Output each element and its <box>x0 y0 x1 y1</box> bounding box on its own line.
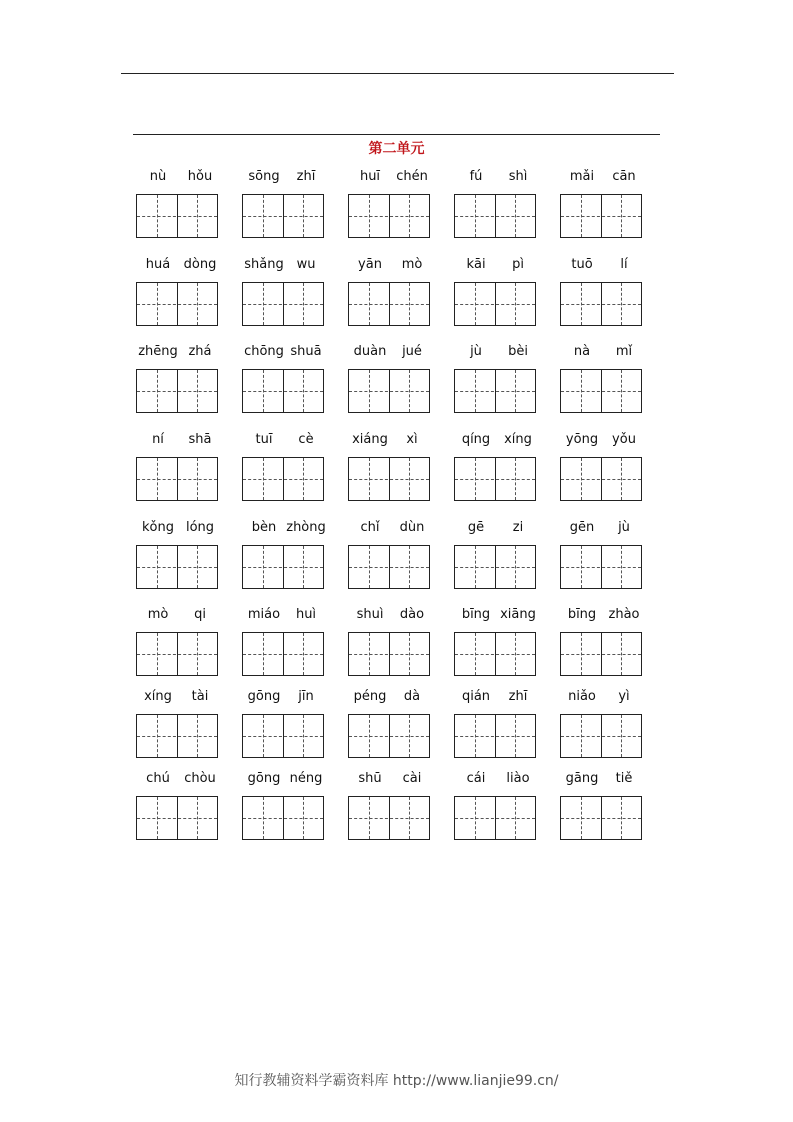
pinyin-syllable: shū <box>358 771 382 786</box>
pinyin-syllable: yōng <box>565 432 599 447</box>
pinyin-syllable: miáo <box>247 607 281 622</box>
unit-title: 第二单元 <box>368 141 425 157</box>
grid-guide-line <box>561 304 641 305</box>
grid-guide-line <box>455 216 535 217</box>
grid-guide-line <box>243 736 323 737</box>
pinyin-syllable: péng <box>353 689 387 704</box>
pinyin-syllable: shuā <box>290 344 322 359</box>
pinyin-label <box>558 168 648 186</box>
pinyin-syllable: yān <box>358 257 382 272</box>
pinyin-label <box>134 770 224 788</box>
pinyin-syllable: dùn <box>399 520 425 535</box>
grid-guide-line <box>455 818 535 819</box>
pinyin-label <box>134 519 224 537</box>
writing-box[interactable] <box>242 194 324 238</box>
grid-guide-line <box>243 391 323 392</box>
pinyin-syllable: zhá <box>188 344 212 359</box>
pinyin-label <box>134 343 224 361</box>
grid-guide-line <box>349 391 429 392</box>
pinyin-syllable: xì <box>406 432 418 447</box>
pinyin-syllable: chén <box>396 169 428 184</box>
pinyin-label <box>558 770 648 788</box>
pinyin-syllable: xíng <box>144 689 172 704</box>
pinyin-syllable: pì <box>512 257 524 272</box>
writing-box[interactable] <box>242 796 324 840</box>
grid-guide-line <box>561 567 641 568</box>
pinyin-syllable: nà <box>573 344 591 359</box>
pinyin-syllable: qi <box>194 607 206 622</box>
writing-box[interactable] <box>348 796 430 840</box>
pinyin-label <box>240 770 330 788</box>
pinyin-syllable: mǎi <box>569 169 595 184</box>
pinyin-label <box>240 519 330 537</box>
pinyin-syllable: zhī <box>508 689 528 704</box>
pinyin-label <box>240 256 330 274</box>
pinyin-label <box>452 431 542 449</box>
grid-guide-line <box>243 479 323 480</box>
writing-box[interactable] <box>560 457 642 501</box>
pinyin-syllable: bīng <box>567 607 597 622</box>
writing-box[interactable] <box>348 545 430 589</box>
pinyin-label <box>240 431 330 449</box>
grid-guide-line <box>243 304 323 305</box>
grid-guide-line <box>561 391 641 392</box>
grid-guide-line <box>455 567 535 568</box>
grid-guide-line <box>243 654 323 655</box>
writing-box[interactable] <box>242 545 324 589</box>
pinyin-syllable: néng <box>289 771 323 786</box>
writing-box[interactable] <box>348 194 430 238</box>
pinyin-syllable: zhī <box>296 169 316 184</box>
pinyin-syllable: cān <box>612 169 636 184</box>
writing-box[interactable] <box>560 796 642 840</box>
pinyin-syllable: zi <box>512 520 524 535</box>
grid-guide-line <box>137 479 217 480</box>
pinyin-syllable: qián <box>461 689 491 704</box>
pinyin-syllable: xiāng <box>500 607 536 622</box>
writing-box[interactable] <box>348 714 430 758</box>
pinyin-syllable: shì <box>508 169 528 184</box>
pinyin-label <box>558 688 648 706</box>
footer-watermark: 知行教辅资料学霸资料库 http://www.lianjie99.cn/ <box>234 1073 559 1089</box>
pinyin-syllable: gāng <box>565 771 599 786</box>
pinyin-syllable: xiáng <box>352 432 388 447</box>
pinyin-syllable: duàn <box>353 344 387 359</box>
pinyin-label <box>134 688 224 706</box>
writing-box[interactable] <box>136 714 218 758</box>
pinyin-syllable: hǒu <box>187 169 213 184</box>
pinyin-label <box>452 256 542 274</box>
grid-guide-line <box>349 736 429 737</box>
pinyin-syllable: mǐ <box>615 344 633 359</box>
writing-box[interactable] <box>454 632 536 676</box>
writing-box[interactable] <box>136 369 218 413</box>
writing-box[interactable] <box>136 457 218 501</box>
writing-box[interactable] <box>560 545 642 589</box>
grid-guide-line <box>349 304 429 305</box>
pinyin-syllable: dòng <box>183 257 217 272</box>
pinyin-syllable: gēn <box>569 520 595 535</box>
pinyin-label <box>346 770 436 788</box>
pinyin-label <box>452 343 542 361</box>
pinyin-label <box>346 606 436 624</box>
pinyin-syllable: liào <box>506 771 530 786</box>
pinyin-label <box>558 256 648 274</box>
writing-box[interactable] <box>136 282 218 326</box>
pinyin-label <box>240 688 330 706</box>
pinyin-syllable: bīng <box>461 607 491 622</box>
grid-guide-line <box>137 304 217 305</box>
pinyin-label <box>346 431 436 449</box>
pinyin-label <box>346 688 436 706</box>
writing-box[interactable] <box>348 457 430 501</box>
writing-box[interactable] <box>560 632 642 676</box>
grid-guide-line <box>243 818 323 819</box>
pinyin-syllable: kǒng <box>142 520 174 535</box>
pinyin-syllable: dà <box>403 689 421 704</box>
grid-guide-line <box>455 479 535 480</box>
grid-guide-line <box>349 818 429 819</box>
pinyin-label <box>452 519 542 537</box>
pinyin-syllable: ní <box>152 432 164 447</box>
pinyin-syllable: gē <box>467 520 485 535</box>
grid-guide-line <box>137 818 217 819</box>
pinyin-syllable: jīn <box>298 689 314 704</box>
pinyin-label <box>346 256 436 274</box>
pinyin-syllable: chōng <box>244 344 284 359</box>
pinyin-syllable: chú <box>146 771 170 786</box>
pinyin-syllable: huì <box>295 607 317 622</box>
pinyin-syllable: kāi <box>466 257 486 272</box>
pinyin-label <box>452 688 542 706</box>
pinyin-syllable: cái <box>466 771 486 786</box>
writing-box[interactable] <box>560 194 642 238</box>
writing-box[interactable] <box>136 194 218 238</box>
grid-guide-line <box>137 391 217 392</box>
pinyin-syllable: wu <box>296 257 316 272</box>
pinyin-syllable: lí <box>620 257 628 272</box>
grid-guide-line <box>455 736 535 737</box>
grid-guide-line <box>137 654 217 655</box>
pinyin-syllable: gōng <box>247 771 281 786</box>
pinyin-label <box>134 168 224 186</box>
pinyin-syllable: yǒu <box>612 432 636 447</box>
pinyin-label <box>558 431 648 449</box>
grid-guide-line <box>243 216 323 217</box>
writing-box[interactable] <box>454 194 536 238</box>
writing-box[interactable] <box>242 714 324 758</box>
writing-box[interactable] <box>560 282 642 326</box>
writing-box[interactable] <box>348 632 430 676</box>
pinyin-syllable: shǎng <box>244 257 284 272</box>
pinyin-label <box>134 256 224 274</box>
pinyin-syllable: xíng <box>504 432 532 447</box>
pinyin-syllable: tuī <box>255 432 273 447</box>
pinyin-syllable: chǐ <box>360 520 380 535</box>
pinyin-syllable: jù <box>470 344 482 359</box>
pinyin-label <box>452 770 542 788</box>
grid-guide-line <box>349 216 429 217</box>
pinyin-label <box>346 519 436 537</box>
writing-box[interactable] <box>348 282 430 326</box>
writing-box[interactable] <box>136 632 218 676</box>
pinyin-syllable: zhào <box>608 607 640 622</box>
pinyin-syllable: dào <box>399 607 425 622</box>
writing-box[interactable] <box>560 369 642 413</box>
pinyin-syllable: huī <box>359 169 381 184</box>
pinyin-syllable: chòu <box>184 771 216 786</box>
grid-guide-line <box>455 304 535 305</box>
writing-box[interactable] <box>242 282 324 326</box>
pinyin-syllable: shuì <box>356 607 384 622</box>
pinyin-label <box>452 168 542 186</box>
pinyin-label <box>346 343 436 361</box>
pinyin-label <box>240 606 330 624</box>
grid-guide-line <box>561 818 641 819</box>
writing-box[interactable] <box>242 369 324 413</box>
pinyin-syllable: mò <box>147 607 169 622</box>
pinyin-syllable: jù <box>618 520 630 535</box>
pinyin-syllable: niǎo <box>568 689 596 704</box>
writing-box[interactable] <box>454 457 536 501</box>
pinyin-syllable: zhòng <box>286 520 326 535</box>
grid-guide-line <box>455 654 535 655</box>
grid-guide-line <box>137 216 217 217</box>
writing-box[interactable] <box>454 369 536 413</box>
grid-guide-line <box>561 654 641 655</box>
grid-guide-line <box>349 567 429 568</box>
pinyin-syllable: fú <box>469 169 483 184</box>
writing-box[interactable] <box>454 282 536 326</box>
pinyin-label <box>134 431 224 449</box>
grid-guide-line <box>243 567 323 568</box>
pinyin-syllable: sōng <box>248 169 280 184</box>
pinyin-label <box>240 343 330 361</box>
grid-guide-line <box>137 567 217 568</box>
pinyin-syllable: shā <box>188 432 212 447</box>
pinyin-syllable: nù <box>149 169 167 184</box>
pinyin-syllable: jué <box>402 344 422 359</box>
grid-guide-line <box>455 391 535 392</box>
writing-box[interactable] <box>454 714 536 758</box>
writing-box[interactable] <box>348 369 430 413</box>
pinyin-label <box>558 606 648 624</box>
writing-box[interactable] <box>560 714 642 758</box>
pinyin-label <box>346 168 436 186</box>
grid-guide-line <box>561 216 641 217</box>
grid-guide-line <box>349 479 429 480</box>
pinyin-syllable: bèn <box>251 520 277 535</box>
pinyin-syllable: cài <box>402 771 422 786</box>
grid-guide-line <box>561 736 641 737</box>
writing-box[interactable] <box>136 545 218 589</box>
pinyin-label <box>452 606 542 624</box>
pinyin-syllable: lóng <box>185 520 215 535</box>
pinyin-syllable: huá <box>145 257 171 272</box>
pinyin-syllable: zhēng <box>138 344 178 359</box>
writing-box[interactable] <box>242 457 324 501</box>
writing-box[interactable] <box>136 796 218 840</box>
writing-box[interactable] <box>242 632 324 676</box>
grid-guide-line <box>349 654 429 655</box>
writing-box[interactable] <box>454 796 536 840</box>
grid-guide-line <box>137 736 217 737</box>
pinyin-syllable: bèi <box>508 344 528 359</box>
grid-guide-line <box>561 479 641 480</box>
pinyin-syllable: qíng <box>461 432 491 447</box>
pinyin-label <box>558 343 648 361</box>
page-cutoff <box>0 843 793 863</box>
pinyin-syllable: yì <box>618 689 630 704</box>
pinyin-syllable: mò <box>401 257 423 272</box>
pinyin-label <box>240 168 330 186</box>
writing-box[interactable] <box>454 545 536 589</box>
pinyin-label <box>558 519 648 537</box>
pinyin-label <box>134 606 224 624</box>
pinyin-syllable: gōng <box>247 689 281 704</box>
pinyin-syllable: tiě <box>615 771 633 786</box>
pinyin-syllable: tài <box>191 689 209 704</box>
pinyin-syllable: tuō <box>571 257 593 272</box>
pinyin-syllable: cè <box>298 432 314 447</box>
